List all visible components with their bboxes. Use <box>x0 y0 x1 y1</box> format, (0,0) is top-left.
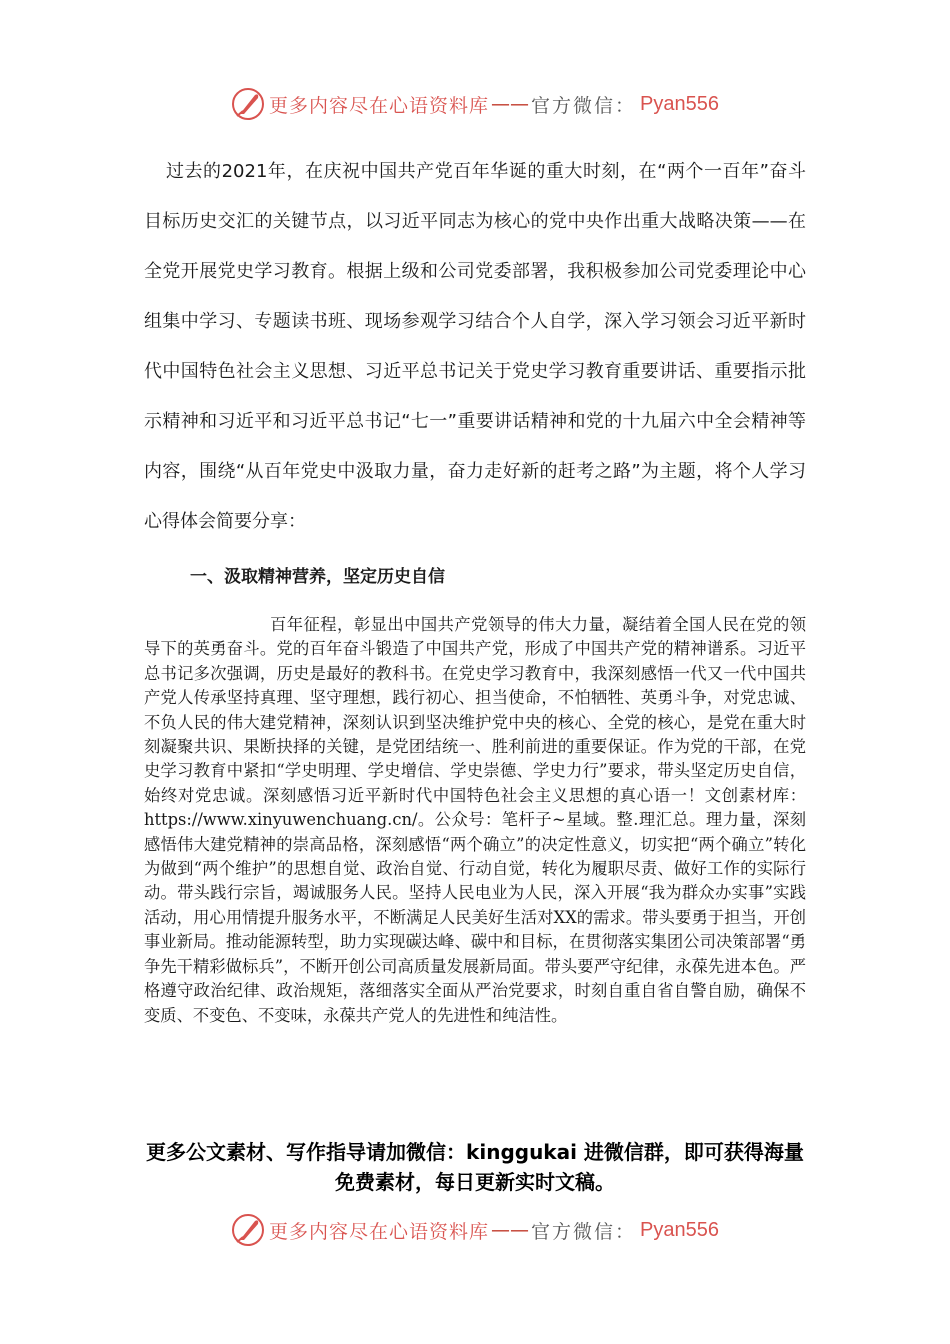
banner-wechat-id: Pyan556 <box>640 92 719 115</box>
banner-wechat-label: 官方微信： <box>531 1220 637 1243</box>
promo-text: 更多公文素材、写作指导请加微信：kinggukai 进微信群，即可获得海量免费素材，每日更新实时文稿。 <box>146 1140 804 1194</box>
footer-banner <box>0 1210 950 1250</box>
banner-separator: —— <box>491 93 530 115</box>
banner-text: 更多内容尽在心语资料库 <box>269 1220 490 1243</box>
banner-wechat-id: Pyan556 <box>640 1218 719 1241</box>
quill-logo-icon <box>231 87 265 121</box>
section-heading: 一、汲取精神营养，坚定历史自信 <box>190 567 445 587</box>
quill-logo-icon <box>231 1213 265 1247</box>
body-paragraph: 百年征程，彰显出中国共产党领导的伟大力量，凝结着全国人民在党的领导下的英勇奋斗。党的百年奋斗锻造了中国共产党，形成了中国共产党的精神谱系。习近平总书记多次强调，历史是最好的教科书。在党史学习教育中，我深刻感悟一代又一代中国共产党人传承坚持真理、坚守理想，践行初心、担当使命，不怕牺牲、英勇斗争，对党忠诚、不负人民的伟大建党精神，深刻认识到坚决维护党中央的核心、全党的核心，是党在重大时刻凝聚共识、果断抉择的关键，是党团结统一、胜利前进的重要保证。作为党的干部，在党史学习教育中紧扣“学史明理、学史增信、学史崇德、学史力行”要求，带头坚定历史自信，始终对党忠诚。深刻感悟习近平新时代中国特色社会主义思想的真心语一！文创素材库：https://www.xinyuwenchuang.cn/。公众号：笔杆子~星域。整.理汇总。理力量，深刻感悟伟大建党精神的崇高品格，深刻感悟“两个确立”的决定性意义，切实把“两个确立”转化为做到“两个维护”的思想自觉、政治自觉、行动自觉，转化为履职尽责、做好工作的实际行动。带头践行宗旨，竭诚服务人民。坚持人民电业为人民，深入开展“我为群众办实事”实践活动，用心用情提升服务水平，不断满足人民美好生活对XX的需求。带头要勇于担当，开创事业新局。推动能源转型，助力实现碳达峰、碳中和目标，在贯彻落实集团公司决策部署“勇争先干精彩做标兵”，不断开创公司高质量发展新局面。带头要严守纪律，永葆先进本色。严格遵守政治纪律、政治规矩，落细落实全面从严治党要求，时刻自重自省自警自励，确保不变质、不变色、不变味，永葆共产党人的先进性和纯洁性。 <box>144 615 806 1025</box>
banner-text: 更多内容尽在心语资料库 <box>269 94 490 117</box>
banner-separator: —— <box>491 1219 530 1241</box>
header-banner <box>0 84 950 124</box>
intro-paragraph: 过去的2021年，在庆祝中国共产党百年华诞的重大时刻，在“两个一百年”奋斗目标历史交汇的关键节点，以习近平同志为核心的党中央作出重大战略决策——在全党开展党史学习教育。根据上级和公司党委部署，我积极参加公司党委理论中心组集中学习、专题读书班、现场参观学习结合个人自学，深入学习领会习近平新时代中国特色社会主义思想、习近平总书记关于党史学习教育重要讲话、重要指示批示精神和习近平和习近平总书记“七一”重要讲话精神和党的十九届六中全会精神等内容，围绕“从百年党史中汲取力量，奋力走好新的赶考之路”为主题，将个人学习心得体会简要分享： <box>144 161 806 532</box>
banner-wechat-label: 官方微信： <box>531 94 637 117</box>
